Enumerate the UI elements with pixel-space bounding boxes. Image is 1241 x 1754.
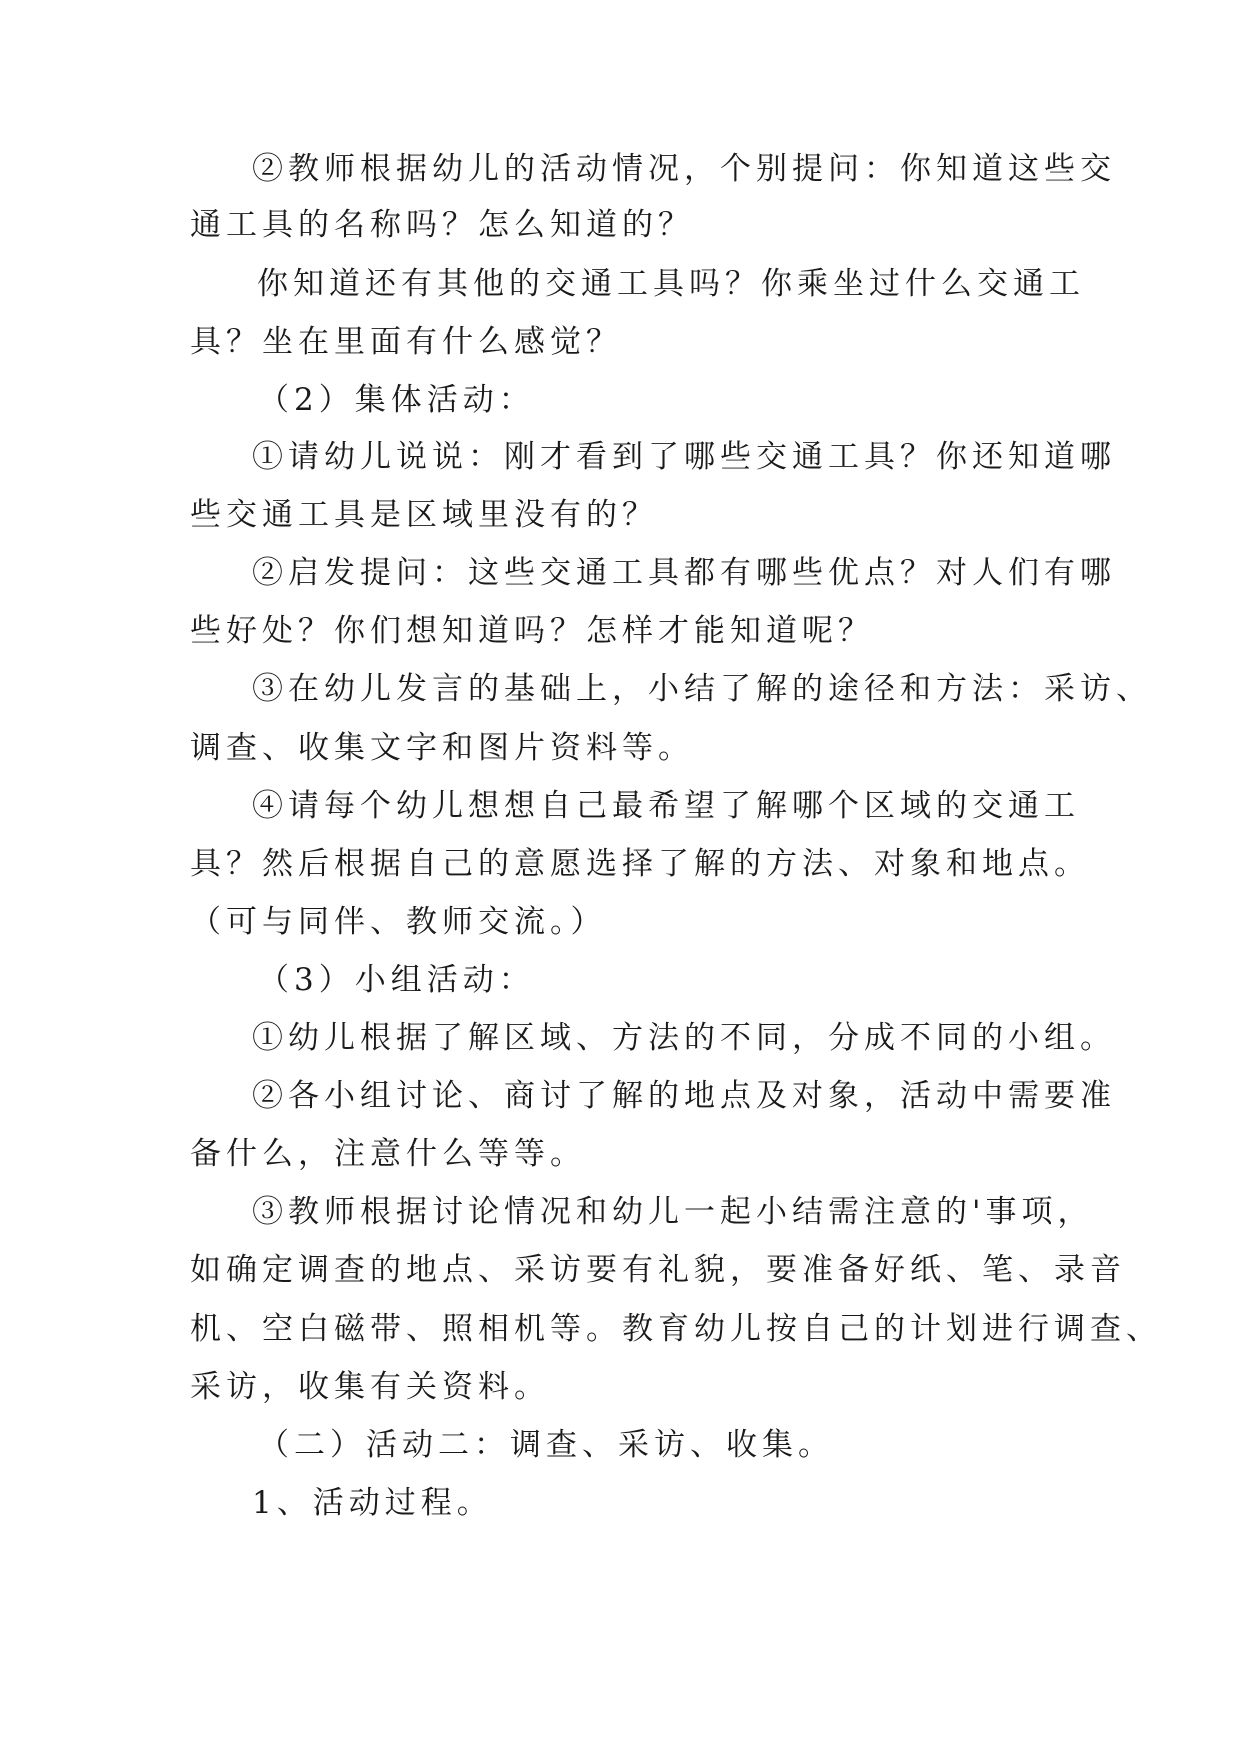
text-line: 备什么，注意什么等等。 [190,1136,586,1172]
text-line: ③教师根据讨论情况和幼儿一起小结需注意的'事项， [252,1194,1094,1230]
text-line: ③在幼儿发言的基础上，小结了解的途径和方法：采访、 [252,671,1152,707]
text-line: 通工具的名称吗？怎么知道的？ [190,207,694,243]
text-line: ①请幼儿说说：刚才看到了哪些交通工具？你还知道哪 [252,439,1116,475]
text-line: ④请每个幼儿想想自己最希望了解哪个区域的交通工 [252,788,1080,824]
text-line: 具？坐在里面有什么感觉？ [190,324,622,360]
text-line: 些交通工具是区域里没有的？ [190,497,658,533]
text-line: 些好处？你们想知道吗？怎样才能知道呢？ [190,613,874,649]
text-line: 1、活动过程。 [252,1485,493,1521]
text-line: ②教师根据幼儿的活动情况，个别提问：你知道这些交 [252,151,1116,187]
text-line: （二）活动二：调查、采访、收集。 [258,1427,834,1463]
text-line: ②各小组讨论、商讨了解的地点及对象，活动中需要准 [252,1078,1116,1114]
text-line: 机、空白磁带、照相机等。教育幼儿按自己的计划进行调查、 [190,1311,1162,1347]
text-line: ①幼儿根据了解区域、方法的不同，分成不同的小组。 [252,1020,1116,1056]
text-line: （3）小组活动： [258,962,535,998]
text-line: 具？然后根据自己的意愿选择了解的方法、对象和地点。 [190,846,1090,882]
text-line: 调查、收集文字和图片资料等。 [190,730,694,766]
text-line: 如确定调查的地点、采访要有礼貌，要准备好纸、笔、录音 [190,1252,1126,1288]
text-line: 你知道还有其他的交通工具吗？你乘坐过什么交通工 [257,266,1085,302]
text-line: ②启发提问：这些交通工具都有哪些优点？对人们有哪 [252,555,1116,591]
text-line: （2）集体活动： [258,382,535,418]
text-line: 采访，收集有关资料。 [190,1369,550,1405]
text-line: （可与同伴、教师交流。） [190,904,607,940]
